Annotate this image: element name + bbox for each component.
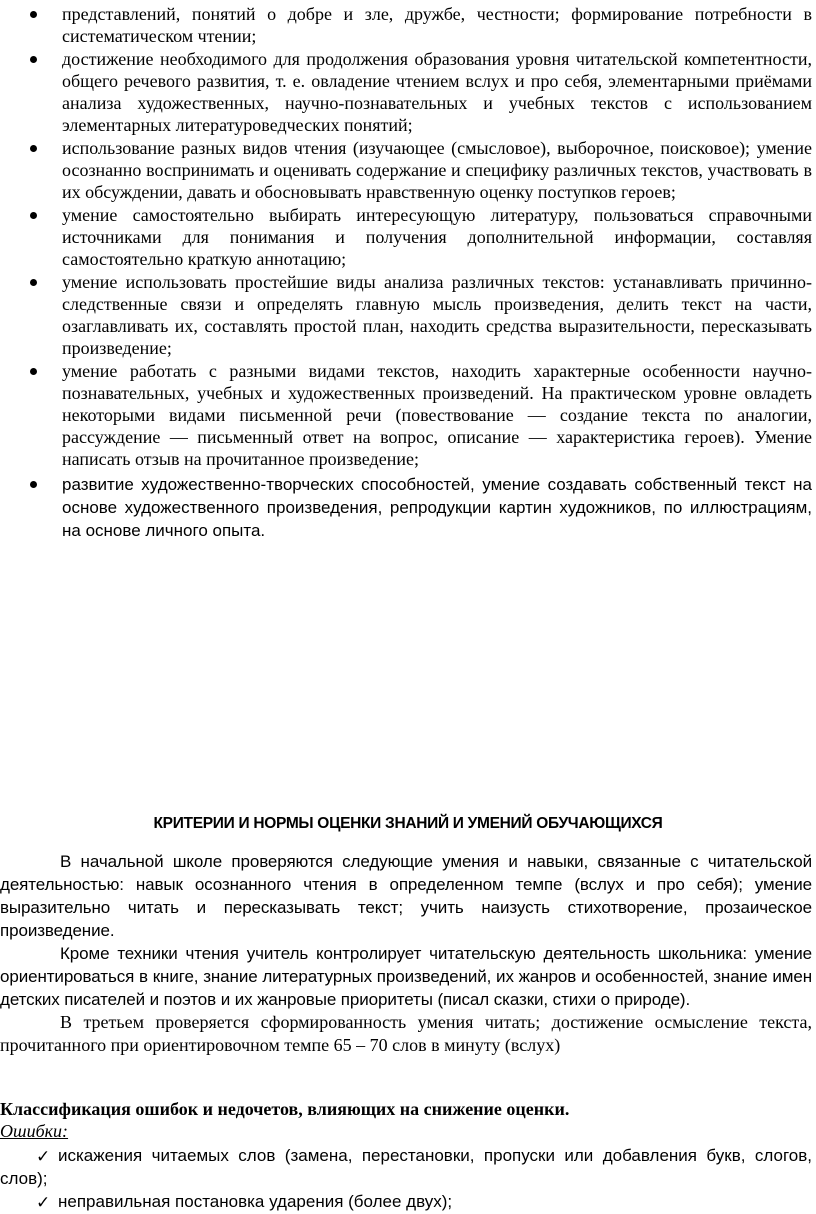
- checkmark-icon: ✓: [36, 1193, 51, 1212]
- competency-bullet-list: [0, 0, 816, 543]
- list-item-text: умение использовать простейшие виды анализа различных текстов: устанавливать причинно-следственные связи и определять главную мысль произведения, делить текст на части, озаглавливать их, составлять простой план, находить средства выразительности, пересказывать произведение;: [62, 272, 812, 358]
- paragraph: В третьем проверяется сформированность умения читать; достижение осмысление текста, прочитанного при ориентировочном темпе 65 – 70 слов в минуту (вслух): [0, 1012, 812, 1055]
- list-item: [0, 271, 816, 359]
- list-item: [0, 360, 816, 470]
- list-item-text: искажения читаемых слов (замена, перестановки, пропуски или добавления букв, слогов, слов);: [0, 1146, 812, 1188]
- bullet-dot-icon: [30, 11, 37, 18]
- bullet-dot-icon: [30, 368, 37, 375]
- list-item-text: развитие художественно-творческих способностей, умение создавать собственный текст на основе художественного произведения, репродукции картин художников, по иллюстрациям, на основе личного опыта.: [62, 475, 812, 540]
- list-item-text: достижение необходимого для продолжения образования уровня читательской компетентности, общего речевого развития, т. е. овладение чтением вслух и про себя, элементарными приёмами анализа художественных, научно-познавательных и учебных текстов с использованием элементарных литературоведческих понятий;: [62, 49, 812, 135]
- section-heading: КРИТЕРИИ И НОРМЫ ОЦЕНКИ ЗНАНИЙ И УМЕНИЙ ОБУЧАЮЩИХСЯ: [153, 815, 663, 832]
- checkmark-icon: ✓: [36, 1147, 51, 1166]
- bullet-dot-icon: [30, 145, 37, 152]
- paragraph: В начальной школе проверяются следующие умения и навыки, связанные с читательской деятельностью: навык осознанного чтения в определенном темпе (вслух и про себя); умение выразительно читать и пересказывать текст; учить наизусть стихотворение, прозаическое произведение.: [0, 852, 812, 940]
- list-item: [0, 204, 816, 270]
- list-item-text: представлений, понятий о добре и зле, дружбе, честности; формирование потребности в систематическом чтении;: [62, 4, 812, 46]
- list-item-text: неправильная постановка ударения (более двух);: [58, 1192, 453, 1211]
- list-item: [0, 3, 816, 47]
- list-item-text: умение работать с разными видами текстов, находить характерные особенности научно-познавательных, учебных и художественных произведений. На практическом уровне овладеть некоторыми видами письменной речи (повествование — создание текста по аналогии, рассуждение — письменный ответ на вопрос, описание — характеристика героев). Умение написать отзыв на прочитанное произведение;: [62, 361, 812, 469]
- list-item: [0, 137, 816, 203]
- bullet-dot-icon: [30, 279, 37, 286]
- bullet-dot-icon: [30, 481, 37, 488]
- classification-heading: Классификация ошибок и недочетов, влияющих на снижение оценки.: [0, 1099, 570, 1119]
- list-item: [0, 48, 816, 136]
- error-check-list: [0, 1144, 812, 1213]
- bullet-dot-icon: [30, 56, 37, 63]
- criteria-body: [0, 850, 812, 1057]
- paragraph: Кроме техники чтения учитель контролирует читательскую деятельность школьника: умение ориентироваться в книге, знание литературных произведений, их жанров и особенностей, знание имен детских писателей и поэтов и их жанровые приоритеты (писал сказки, стихи о природе).: [0, 944, 812, 1009]
- bullet-dot-icon: [30, 212, 37, 219]
- list-item-text: умение самостоятельно выбирать интересующую литературу, пользоваться справочными источниками для понимания и получения дополнительной информации, составляя самостоятельно краткую аннотацию;: [62, 205, 812, 269]
- list-item-text: использование разных видов чтения (изучающее (смысловое), выборочное, поисковое); умение осознанно воспринимать и оценивать содержание и специфику различных текстов, участвовать в их обсуждении, давать и обосновывать нравственную оценку поступков героев;: [62, 138, 812, 202]
- list-item: [0, 1144, 812, 1190]
- errors-label: Ошибки:: [0, 1121, 69, 1141]
- list-item: [0, 473, 816, 542]
